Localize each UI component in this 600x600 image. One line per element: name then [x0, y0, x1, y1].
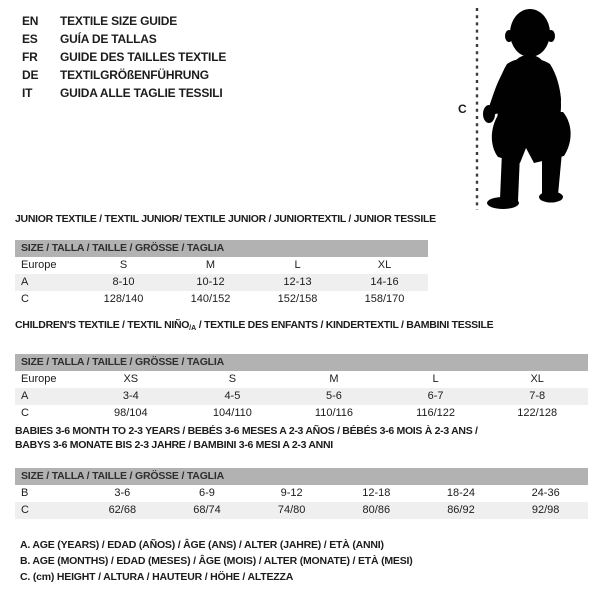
- table-row: [15, 388, 588, 405]
- size-cell: 3-4: [122, 390, 139, 402]
- table-title-text: / TEXTILE DES ENFANTS / KINDERTEXTIL / BAMBINI TESSILE: [196, 319, 494, 331]
- size-cell: 62/68: [108, 504, 137, 516]
- language-row: [22, 12, 226, 30]
- language-list: [22, 12, 226, 102]
- legend: [20, 537, 413, 585]
- table-title-text: /A: [189, 325, 197, 332]
- size-cell: 80/86: [362, 504, 391, 516]
- language-code: EN: [22, 14, 39, 28]
- size-table: [15, 371, 588, 422]
- row-label: A: [21, 390, 29, 402]
- row-label: C: [21, 504, 29, 516]
- table-title-line: [15, 438, 588, 452]
- language-label: GUIDA ALLE TAGLIE TESSILI: [60, 86, 223, 100]
- table-title-text: JUNIOR TEXTILE / TEXTIL JUNIOR/ TEXTILE JUNIOR / JUNIORTEXTIL / JUNIOR TESSILE: [15, 213, 436, 225]
- table-title: [15, 424, 588, 452]
- size-cell: S: [119, 259, 128, 271]
- size-cell: 110/116: [314, 407, 354, 419]
- size-cell: M: [205, 259, 216, 271]
- table-row: [15, 502, 588, 519]
- baby-figure: [450, 4, 596, 214]
- size-cell: 92/98: [531, 504, 560, 516]
- size-cell: 116/122: [416, 407, 456, 419]
- table-title-text: BABYS 3-6 MONATE BIS 2-3 JAHRE / BAMBINI 3-6 MESI A 2-3 ANNI: [15, 439, 333, 451]
- row-label: B: [21, 487, 29, 499]
- table-row: [15, 291, 428, 308]
- size-cell: L: [294, 259, 301, 271]
- table-title-line: [15, 424, 588, 438]
- language-label: TEXTILE SIZE GUIDE: [60, 14, 178, 28]
- size-cell: 158/170: [364, 293, 405, 305]
- size-cell: 8-10: [112, 276, 135, 288]
- row-label: C: [21, 407, 29, 419]
- language-row: [22, 66, 226, 84]
- size-cell: L: [432, 373, 439, 385]
- size-header: SIZE / TALLA / TAILLE / GRÖSSE / TAGLIA: [15, 354, 588, 371]
- size-cell: M: [329, 373, 339, 385]
- size-cell: 12-13: [283, 276, 312, 288]
- size-cell: 68/74: [193, 504, 221, 516]
- size-table: [15, 485, 588, 519]
- language-row: [22, 48, 226, 66]
- baby-silhouette-shape: [483, 9, 571, 209]
- table-title: [15, 212, 436, 226]
- size-cell: 14-16: [370, 276, 399, 288]
- size-cell: 140/152: [190, 293, 231, 305]
- babies-textile-table: [15, 424, 588, 519]
- size-cell: 6-9: [199, 487, 215, 499]
- height-label: C: [458, 102, 467, 116]
- table-title-line: [15, 318, 588, 336]
- language-row: [22, 30, 226, 48]
- size-cell: 3-6: [114, 487, 131, 499]
- row-label: A: [21, 276, 29, 288]
- size-cell: 10-12: [196, 276, 225, 288]
- legend-line: A. AGE (YEARS) / EDAD (AÑOS) / ÂGE (ANS) / ALTER (JAHRE) / ETÀ (ANNI): [20, 539, 384, 551]
- size-cell: 18-24: [446, 487, 476, 499]
- size-cell: XL: [530, 373, 544, 385]
- size-cell: 24-36: [531, 487, 560, 499]
- legend-line: B. AGE (MONTHS) / EDAD (MESES) / ÂGE (MOIS) / ALTER (MONATE) / ETÀ (MESI): [20, 555, 413, 567]
- junior-textile-table: [15, 212, 436, 308]
- row-label: Europe: [21, 259, 57, 271]
- table-row: [15, 257, 428, 274]
- language-code: DE: [22, 68, 39, 82]
- size-cell: 9-12: [280, 487, 303, 499]
- language-code: ES: [22, 32, 38, 46]
- table-title-text: BABIES 3-6 MONTH TO 2-3 YEARS / BEBÉS 3-6 MESES A 2-3 AÑOS / BÉBÉS 3-6 MOIS À 2-3 ANS /: [15, 425, 478, 437]
- language-label: TEXTILGRÖßENFÜHRUNG: [60, 68, 209, 82]
- size-cell: 74/80: [277, 504, 306, 516]
- language-code: IT: [22, 86, 33, 100]
- size-cell: 5-6: [326, 390, 342, 402]
- language-row: [22, 84, 226, 102]
- size-header: SIZE / TALLA / TAILLE / GRÖSSE / TAGLIA: [15, 240, 428, 257]
- language-code: FR: [22, 50, 38, 64]
- size-cell: 128/140: [103, 293, 144, 305]
- table-row: [15, 485, 588, 502]
- row-label: C: [21, 293, 29, 305]
- size-cell: XL: [377, 259, 392, 271]
- size-cell: 86/92: [447, 504, 475, 516]
- table-title-text: CHILDREN'S TEXTILE / TEXTIL NIÑO: [15, 319, 190, 331]
- size-cell: 152/158: [277, 293, 318, 305]
- size-cell: 4-5: [224, 390, 241, 402]
- table-title-line: [15, 212, 436, 226]
- table-row: [15, 274, 428, 291]
- table-row: [15, 371, 588, 388]
- size-cell: 6-7: [427, 390, 444, 402]
- size-cell: 104/110: [212, 407, 252, 419]
- size-cell: 122/128: [517, 407, 558, 419]
- baby-silhouette-icon: [450, 4, 596, 214]
- size-cell: 98/104: [113, 407, 148, 419]
- childrens-textile-table: [15, 318, 588, 422]
- size-cell: 12-18: [362, 487, 391, 499]
- size-cell: XS: [123, 373, 139, 385]
- size-cell: 7-8: [529, 390, 546, 402]
- size-cell: S: [228, 373, 237, 385]
- legend-line: C. (cm) HEIGHT / ALTURA / HAUTEUR / HÖHE / ALTEZZA: [20, 571, 294, 583]
- language-label: GUIDE DES TAILLES TEXTILE: [60, 50, 227, 64]
- table-row: [15, 405, 588, 422]
- row-label: Europe: [21, 373, 57, 385]
- size-table: [15, 257, 428, 308]
- table-title: [15, 318, 588, 336]
- language-label: GUÍA DE TALLAS: [60, 32, 157, 46]
- size-header: SIZE / TALLA / TAILLE / GRÖSSE / TAGLIA: [15, 468, 588, 485]
